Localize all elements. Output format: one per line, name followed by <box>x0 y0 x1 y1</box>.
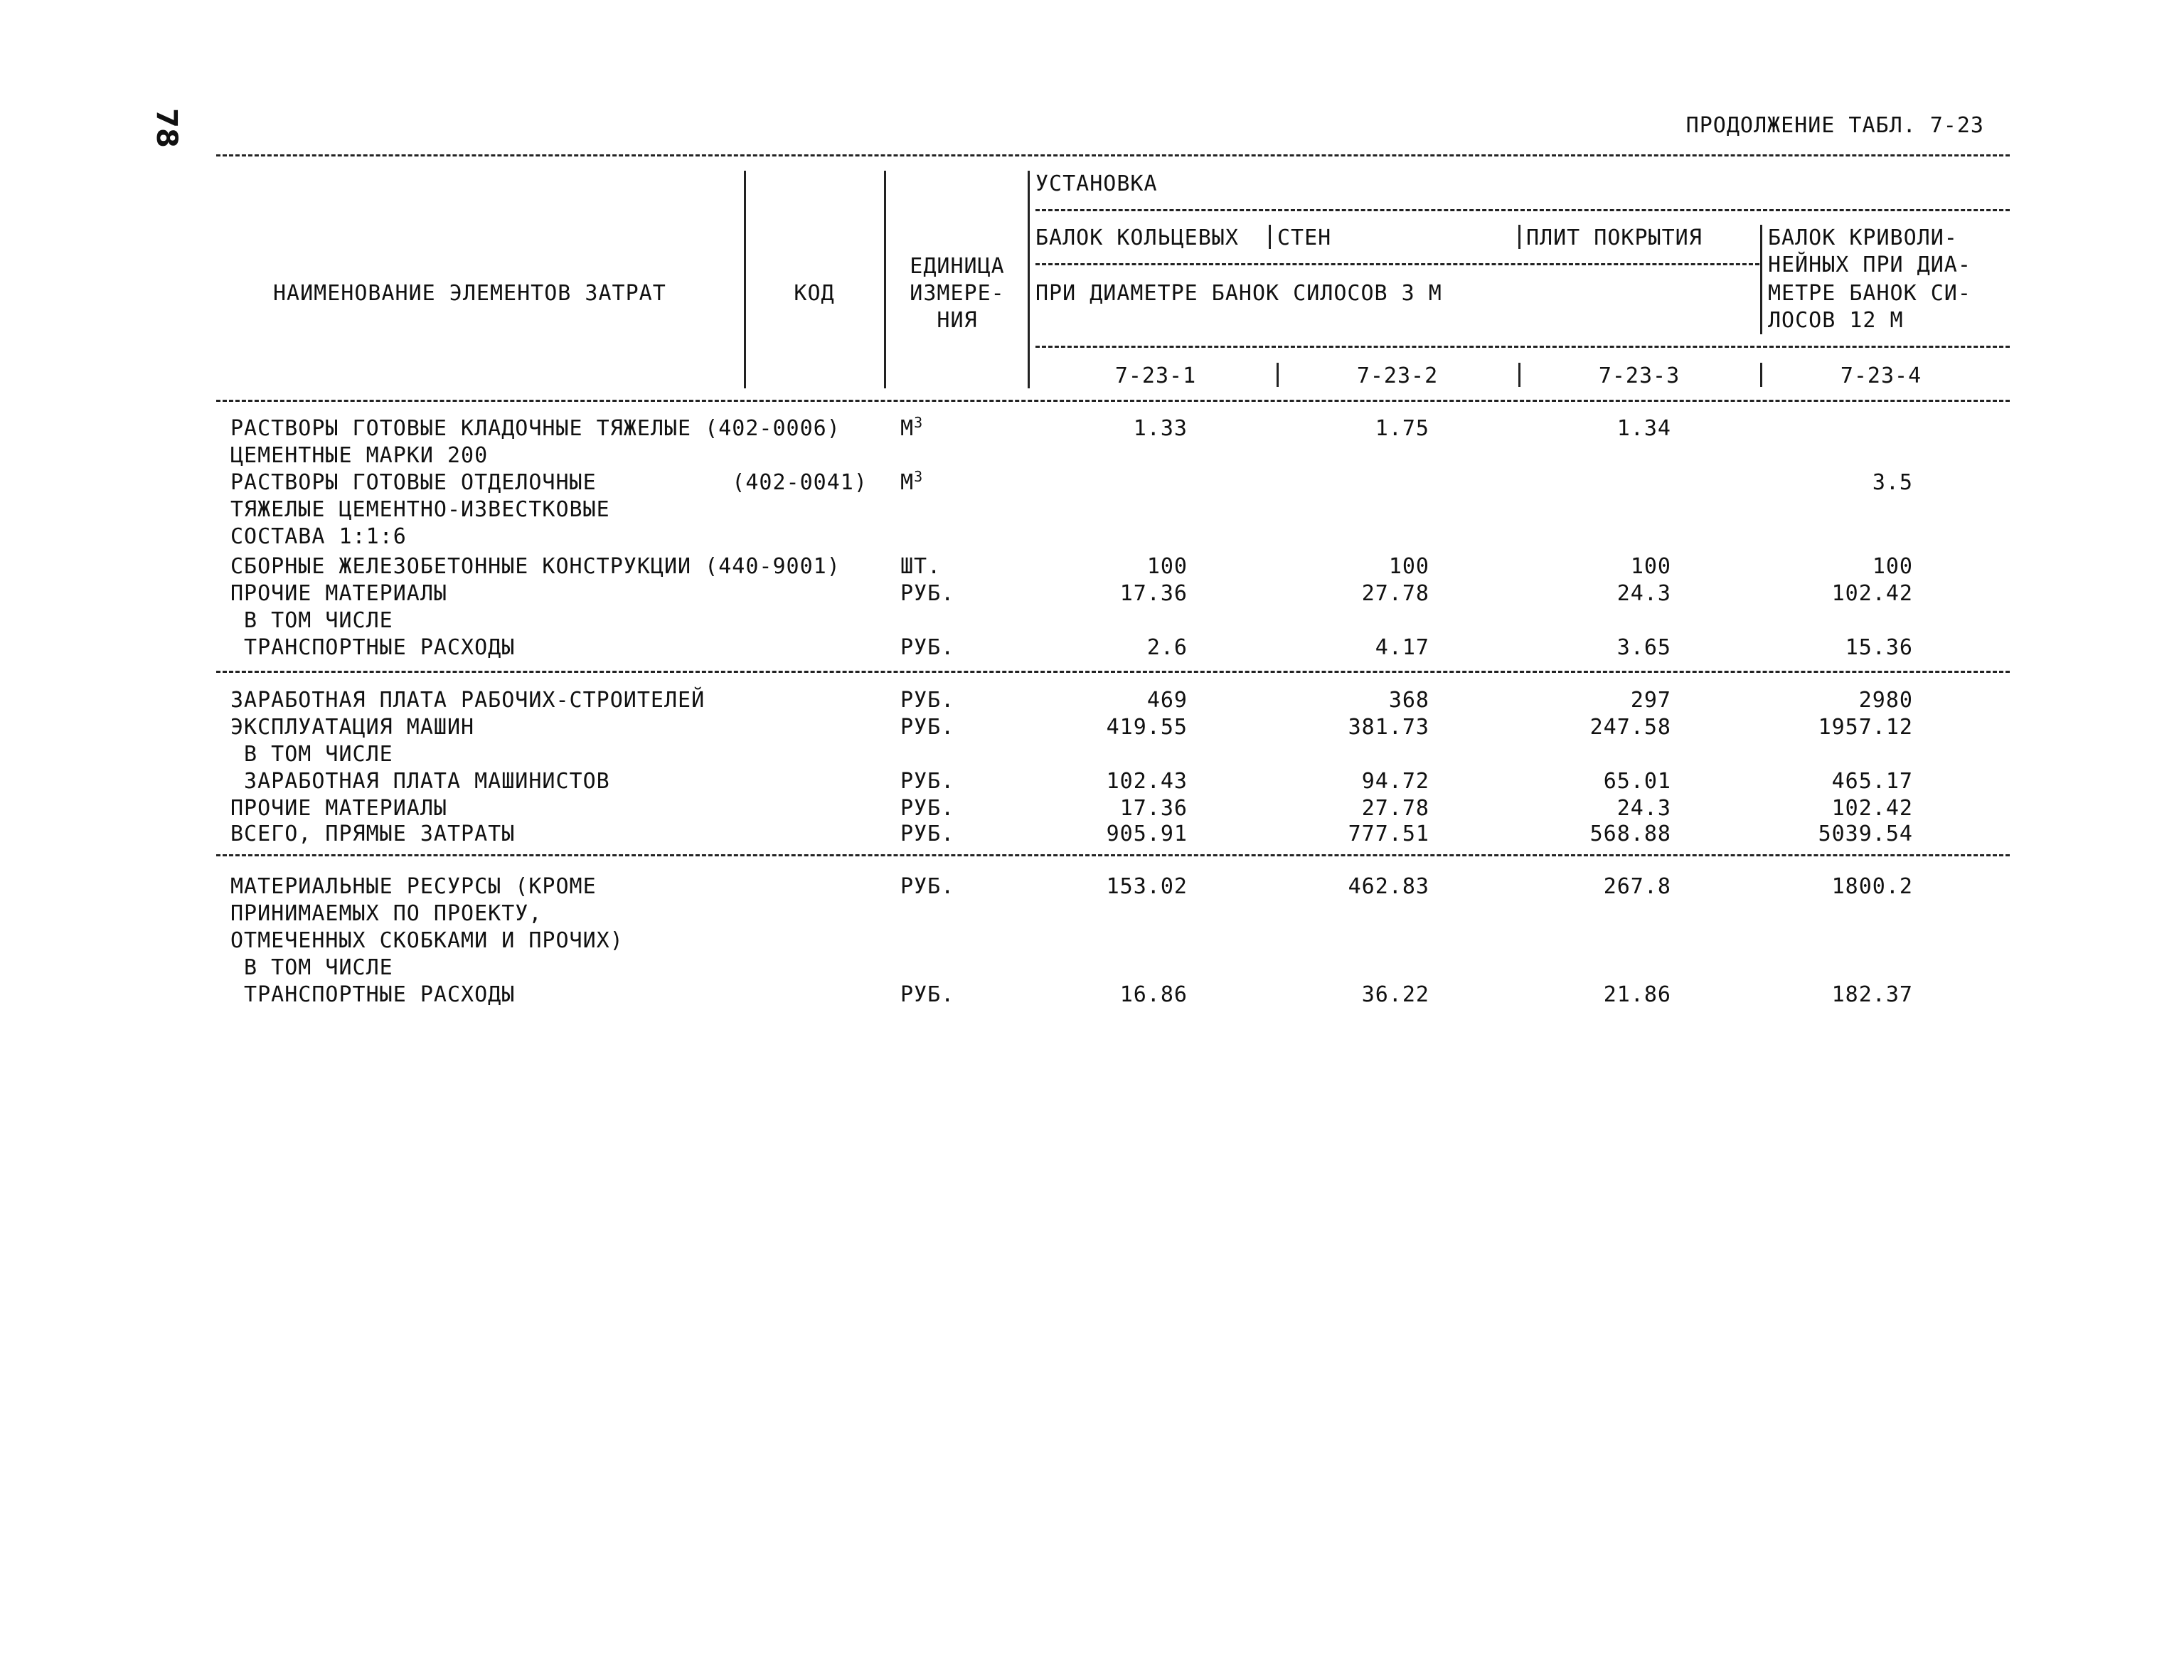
row-unit-text: РУБ. <box>900 581 955 606</box>
row-unit <box>900 415 923 442</box>
row-value-col2: 100 <box>1388 554 1429 579</box>
row-name: ТЯЖЕЛЫЕ ЦЕМЕНТНО-ИЗВЕСТКОВЫЕ <box>230 497 610 522</box>
header-divider-name <box>744 171 746 388</box>
header-code-1: 7-23-1 <box>1114 363 1197 388</box>
row-value-col3: 24.3 <box>1616 581 1671 606</box>
row-name: ОТМЕЧЕННЫХ СКОБКАМИ И ПРОЧИХ) <box>230 928 624 953</box>
row-name: ПРОЧИЕ МАТЕРИАЛЫ <box>230 581 447 606</box>
row-value-col4: 182.37 <box>1831 982 1913 1007</box>
row-unit-text: РУБ. <box>900 715 955 740</box>
page-number: 78 <box>150 108 183 148</box>
header-divider-c2 <box>1518 363 1520 387</box>
row-name: РАСТВОРЫ ГОТОВЫЕ ОТДЕЛОЧНЫЕ (402-0041) <box>230 470 868 495</box>
row-name: ТРАНСПОРТНЫЕ РАСХОДЫ <box>230 982 516 1007</box>
row-value-col1: 153.02 <box>1106 874 1188 899</box>
row-value-col3: 100 <box>1630 554 1671 579</box>
row-name: ЭКСПЛУАТАЦИЯ МАШИН <box>230 715 475 740</box>
header-sub4-line1: БАЛОК КРИВОЛИ- <box>1768 225 1958 250</box>
header-divider-code <box>884 171 886 388</box>
row-unit <box>900 714 954 741</box>
row-unit-text: РУБ. <box>900 635 955 660</box>
header-rule-1 <box>1035 209 2010 211</box>
section-rule-1 <box>216 671 2010 673</box>
row-unit <box>900 553 941 580</box>
continuation-caption: ПРОДОЛЖЕНИЕ ТАБЛ. 7-23 <box>1685 113 1984 138</box>
header-sub2: СТЕН <box>1277 225 1332 250</box>
row-unit-text: РУБ. <box>900 796 955 821</box>
row-value-col4: 2980 <box>1858 688 1913 713</box>
row-unit <box>900 768 954 795</box>
header-unit-line1: ЕДИНИЦА <box>910 254 1005 279</box>
header-code-2: 7-23-2 <box>1356 363 1439 388</box>
row-unit-text: М <box>900 470 915 495</box>
row-unit-text: ШТ. <box>900 554 942 579</box>
row-name: РАСТВОРЫ ГОТОВЫЕ КЛАДОЧНЫЕ ТЯЖЕЛЫЕ (402-0006) <box>230 416 841 441</box>
row-name: В ТОМ ЧИСЛЕ <box>230 955 393 980</box>
row-name: ЦЕМЕНТНЫЕ МАРКИ 200 <box>230 443 489 468</box>
row-value-col3: 21.86 <box>1603 982 1671 1007</box>
row-name: СОСТАВА 1:1:6 <box>230 524 407 549</box>
row-unit <box>900 469 923 496</box>
header-sub3: ПЛИТ ПОКРЫТИЯ <box>1526 225 1703 250</box>
row-value-col2: 1.75 <box>1375 416 1429 441</box>
header-code-col: КОД <box>794 281 835 306</box>
row-unit-text: М <box>900 416 915 441</box>
row-value-col4: 1800.2 <box>1831 874 1913 899</box>
header-code-3: 7-23-3 <box>1598 363 1680 388</box>
header-group: УСТАНОВКА <box>1035 171 1158 196</box>
header-divider-sub4 <box>1760 225 1762 334</box>
row-value-col1: 469 <box>1146 688 1188 713</box>
header-unit-line2: ИЗМЕРЕ- <box>910 281 1005 306</box>
header-divider-sub2 <box>1518 225 1520 249</box>
row-value-col1: 16.86 <box>1119 982 1188 1007</box>
row-unit-text: РУБ. <box>900 982 955 1007</box>
row-value-col2: 381.73 <box>1348 715 1429 740</box>
row-value-col4: 465.17 <box>1831 769 1913 794</box>
row-name: В ТОМ ЧИСЛЕ <box>230 742 393 767</box>
row-value-col1: 2.6 <box>1146 635 1188 660</box>
header-sub4-line4: ЛОСОВ 12 М <box>1768 308 1904 333</box>
header-divider-c1 <box>1277 363 1279 387</box>
row-value-col4: 15.36 <box>1845 635 1913 660</box>
row-name: СБОРНЫЕ ЖЕЛЕЗОБЕТОННЫЕ КОНСТРУКЦИИ (440-9001) <box>230 554 841 579</box>
header-sub1: БАЛОК КОЛЬЦЕВЫХ <box>1035 225 1239 250</box>
row-unit-text: РУБ. <box>900 688 955 713</box>
top-rule <box>216 154 2010 156</box>
header-rule-2 <box>1035 263 1759 265</box>
row-unit <box>900 795 954 822</box>
row-value-col1: 905.91 <box>1106 822 1188 846</box>
row-name: ЗАРАБОТНАЯ ПЛАТА РАБОЧИХ-СТРОИТЕЛЕЙ <box>230 688 705 713</box>
section-rule-2 <box>216 854 2010 856</box>
row-value-col3: 568.88 <box>1589 822 1671 846</box>
row-value-col4: 1957.12 <box>1818 715 1913 740</box>
row-value-col1: 100 <box>1146 554 1188 579</box>
row-value-col2: 27.78 <box>1361 581 1429 606</box>
row-unit <box>900 873 954 900</box>
header-divider-c3 <box>1760 363 1762 387</box>
header-divider-sub1 <box>1269 225 1271 249</box>
header-unit-line3: НИЯ <box>937 308 978 333</box>
row-value-col2: 368 <box>1388 688 1429 713</box>
row-value-col1: 419.55 <box>1106 715 1188 740</box>
row-value-col1: 102.43 <box>1106 769 1188 794</box>
row-name: В ТОМ ЧИСЛЕ <box>230 608 393 633</box>
row-value-col2: 94.72 <box>1361 769 1429 794</box>
header-bottom-rule <box>216 400 2010 402</box>
row-value-col3: 3.65 <box>1616 635 1671 660</box>
row-name: ЗАРАБОТНАЯ ПЛАТА МАШИНИСТОВ <box>230 769 610 794</box>
row-unit <box>900 580 954 607</box>
row-name: ТРАНСПОРТНЫЕ РАСХОДЫ <box>230 635 516 660</box>
row-unit-exponent: 3 <box>914 414 924 431</box>
row-unit <box>900 982 954 1009</box>
row-name: ПРОЧИЕ МАТЕРИАЛЫ <box>230 796 447 821</box>
row-value-col4: 100 <box>1872 554 1913 579</box>
row-unit <box>900 634 954 661</box>
row-value-col4: 102.42 <box>1831 581 1913 606</box>
row-value-col1: 17.36 <box>1119 581 1188 606</box>
row-unit-text: РУБ. <box>900 769 955 794</box>
row-value-col2: 4.17 <box>1375 635 1429 660</box>
row-unit <box>900 821 954 848</box>
row-value-col3: 24.3 <box>1616 796 1671 821</box>
header-code-4: 7-23-4 <box>1840 363 1922 388</box>
row-value-col2: 27.78 <box>1361 796 1429 821</box>
row-unit-exponent: 3 <box>914 468 924 485</box>
row-name: МАТЕРИАЛЬНЫЕ РЕСУРСЫ (КРОМЕ <box>230 874 597 899</box>
row-value-col2: 777.51 <box>1348 822 1429 846</box>
header-name-col: НАИМЕНОВАНИЕ ЭЛЕМЕНТОВ ЗАТРАТ <box>273 281 666 306</box>
header-divider-unit <box>1028 171 1030 388</box>
row-value-col1: 17.36 <box>1119 796 1188 821</box>
row-value-col3: 247.58 <box>1589 715 1671 740</box>
row-value-col3: 1.34 <box>1616 416 1671 441</box>
row-unit-text: РУБ. <box>900 874 955 899</box>
row-value-col3: 297 <box>1630 688 1671 713</box>
row-value-col1: 1.33 <box>1133 416 1188 441</box>
row-name: ВСЕГО, ПРЯМЫЕ ЗАТРАТЫ <box>230 822 516 846</box>
row-value-col2: 462.83 <box>1348 874 1429 899</box>
row-value-col4: 102.42 <box>1831 796 1913 821</box>
row-name: ПРИНИМАЕМЫХ ПО ПРОЕКТУ, <box>230 901 543 926</box>
row-unit <box>900 687 954 714</box>
row-value-col3: 267.8 <box>1603 874 1671 899</box>
row-value-col3: 65.01 <box>1603 769 1671 794</box>
header-sub4-line2: НЕЙНЫХ ПРИ ДИА- <box>1768 252 1971 277</box>
header-rule-3 <box>1035 346 2010 348</box>
header-diameter: ПРИ ДИАМЕТРЕ БАНОК СИЛОСОВ 3 М <box>1035 281 1442 306</box>
row-value-col4: 5039.54 <box>1818 822 1913 846</box>
row-value-col2: 36.22 <box>1361 982 1429 1007</box>
row-value-col4: 3.5 <box>1872 470 1913 495</box>
header-sub4-line3: МЕТРЕ БАНОК СИ- <box>1768 281 1971 306</box>
row-unit-text: РУБ. <box>900 822 955 846</box>
